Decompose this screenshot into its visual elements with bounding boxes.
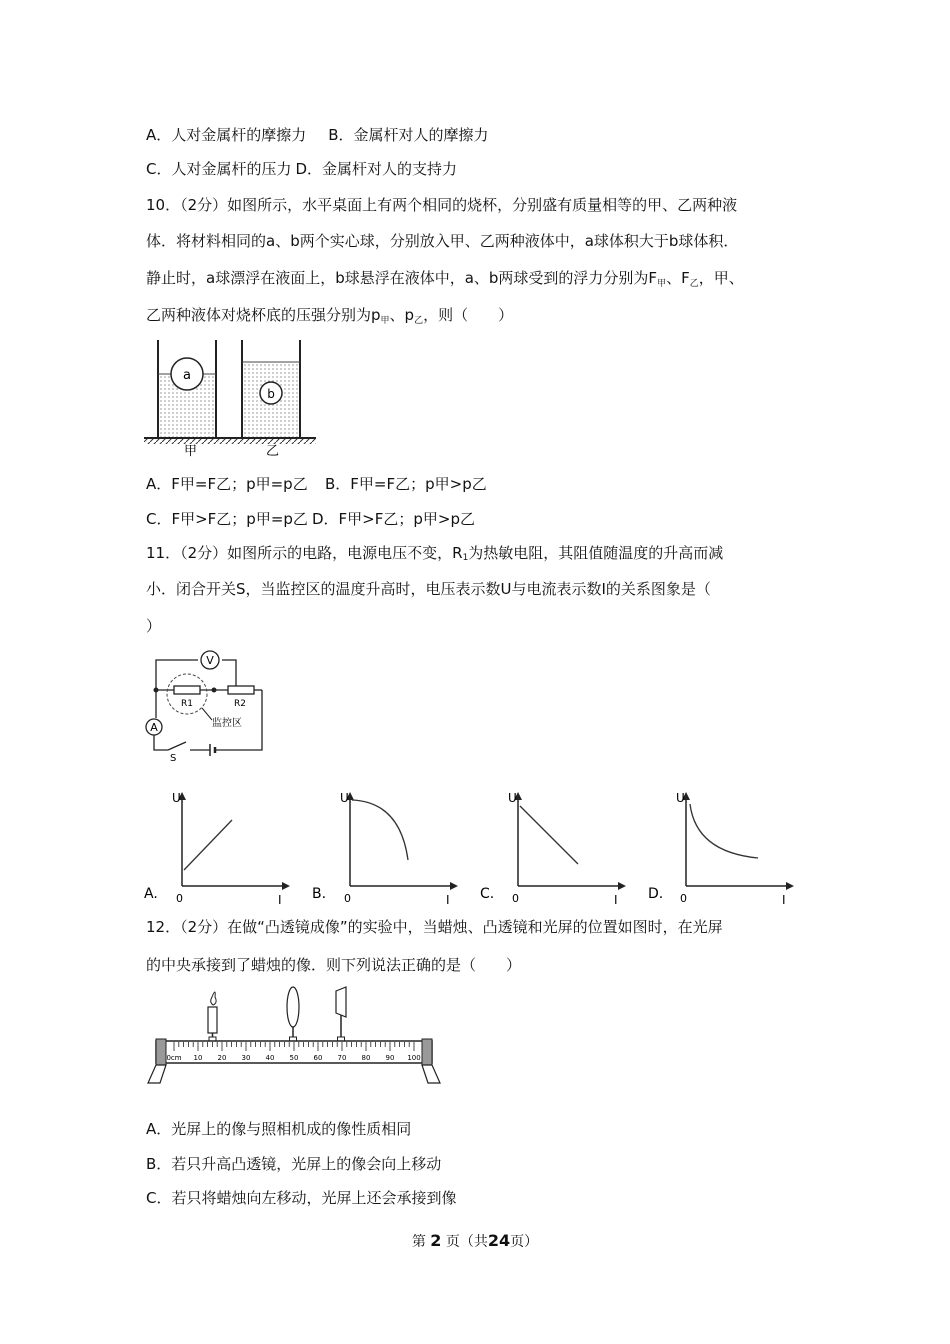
- bench-left-end: [156, 1039, 166, 1065]
- q10-line4-text: 乙两种液体对烧杯底的压强分别为p: [146, 306, 381, 324]
- q9-options-row2: [146, 159, 457, 179]
- scale-label: 50: [289, 1054, 299, 1062]
- bench-right-end: [422, 1039, 432, 1065]
- scale-label: 40: [265, 1054, 275, 1062]
- q12-optical-bench: [146, 985, 442, 1087]
- ball-a-label: a: [183, 368, 191, 383]
- u-i-curve: [352, 800, 408, 860]
- q11-graph-b: [312, 790, 462, 907]
- scale-label: 100: [407, 1054, 421, 1062]
- q12-stem-line1: 12．（2分）在做“凸透镜成像”的实验中，当蜡烛、凸透镜和光屏的位置如图时，在光屏: [146, 918, 723, 936]
- footer-post: 页）: [510, 1234, 539, 1250]
- u-i-curve: [520, 806, 578, 864]
- resistor-r2: [228, 686, 254, 694]
- footer-pre: 第: [411, 1234, 426, 1250]
- scale-label: 70: [337, 1054, 347, 1062]
- q9-option-b: B．金属杆对人的摩擦力: [328, 126, 489, 144]
- q10-stem-line4: [146, 305, 513, 331]
- scale-label: 0cm: [166, 1054, 182, 1062]
- bench-left-leg: [148, 1065, 166, 1083]
- q12-option-c: C．若只将蜡烛向左移动，光屏上还会承接到像: [146, 1189, 457, 1207]
- y-axis-label: U: [340, 791, 349, 805]
- q10-line3-mid: 、F: [666, 269, 690, 287]
- label-yi: 乙: [266, 444, 280, 459]
- y-axis-label: U: [172, 791, 181, 805]
- scale-label: 90: [385, 1054, 395, 1062]
- x-axis-arrow: [786, 882, 794, 890]
- q11-line1-sub: 1: [462, 553, 469, 563]
- candle: [208, 1007, 217, 1033]
- footer-mid: 页（共: [445, 1234, 488, 1250]
- option-label: B.: [312, 886, 327, 902]
- u-i-curve: [184, 820, 232, 870]
- q11-line1-pre: 11．（2分）如图所示的电路，电源电压不变，R: [146, 544, 463, 562]
- ball-b-label: b: [267, 387, 275, 401]
- q11-circuit-diagram: [140, 650, 270, 762]
- q11-stem-line2: 小．闭合开关S，当监控区的温度升高时，电压表示数U与电流表示数I的关系图象是（: [146, 580, 711, 598]
- q12-option-b: B．若只升高凸透镜，光屏上的像会向上移动: [146, 1155, 442, 1173]
- y-axis-label: U: [676, 791, 685, 805]
- q9-option-c: C．人对金属杆的压力: [146, 160, 292, 178]
- scale-label: 60: [313, 1054, 323, 1062]
- y-axis-label: U: [508, 791, 517, 805]
- ammeter-label: A: [150, 721, 158, 734]
- candle-flame: [211, 992, 216, 1005]
- footer-page-number: 2: [430, 1231, 442, 1250]
- x-axis-label: I: [782, 893, 786, 907]
- scale-label: 10: [193, 1054, 203, 1062]
- q10-option-a-text: A．F甲=F乙；p甲=p乙: [146, 475, 308, 493]
- origin-label: 0: [176, 892, 183, 905]
- q10-option-d: [312, 509, 475, 529]
- q9-option-d: D．金属杆对人的支持力: [295, 160, 458, 178]
- voltmeter-label: V: [206, 654, 214, 667]
- x-axis-arrow: [618, 882, 626, 890]
- q10-stem-line1: 10．（2分）如图所示，水平桌面上有两个相同的烧杯，分别盛有质量相等的甲、乙两种液: [146, 196, 738, 214]
- x-axis-label: I: [614, 893, 618, 907]
- origin-label: 0: [680, 892, 687, 905]
- u-i-curve: [690, 804, 758, 858]
- q10-line4-sub-yi: 乙: [414, 316, 424, 326]
- q10-line3-end: ，甲、: [698, 269, 744, 287]
- switch: [168, 742, 186, 750]
- x-axis-label: I: [446, 893, 450, 907]
- q11-graph-d: [648, 790, 798, 907]
- resistor-r1: [174, 686, 200, 694]
- q9-options-row1: [146, 125, 489, 145]
- switch-label: S: [170, 753, 177, 764]
- q10-option-c-text: C．F甲>F乙；p甲=p乙: [146, 510, 308, 528]
- option-label: C.: [480, 886, 495, 902]
- q12-stem-line2: 的中央承接到了蜡烛的像．则下列说法正确的是（ ）: [146, 956, 522, 974]
- q10-stem-line3: [146, 268, 744, 294]
- r2-label: R2: [234, 699, 246, 709]
- x-axis-arrow: [450, 882, 458, 890]
- q10-line4-sub-jia: 甲: [380, 316, 390, 326]
- bench-right-leg: [422, 1065, 440, 1083]
- light-screen: [336, 987, 346, 1017]
- q12-option-a: A．光屏上的像与照相机成的像性质相同: [146, 1120, 412, 1138]
- q10-sub-yi: 乙: [689, 279, 699, 289]
- q10-line4-end: ，则（ ）: [423, 306, 514, 324]
- table-hatch: [144, 439, 316, 444]
- q10-option-c: [146, 509, 308, 529]
- page-footer: [0, 1231, 950, 1251]
- q10-beakers-figure: [144, 340, 324, 459]
- option-label: A.: [144, 886, 158, 902]
- q11-stem-line3: ）: [146, 617, 162, 635]
- q10-option-d-text: D．F甲>F乙；p甲>p乙: [312, 510, 475, 528]
- origin-label: 0: [344, 892, 351, 905]
- zone-label: 监控区: [212, 718, 242, 729]
- q10-option-b: [325, 474, 487, 494]
- q11-graph-c: [480, 790, 630, 907]
- convex-lens: [287, 987, 299, 1027]
- r1-label: R1: [181, 699, 193, 709]
- scale-label: 80: [361, 1054, 371, 1062]
- q10-option-a: [146, 474, 308, 494]
- q11-line1-post: 为热敏电阻，其阻值随温度的升高而减: [468, 544, 724, 562]
- footer-total-pages: 24: [487, 1231, 511, 1250]
- origin-label: 0: [512, 892, 519, 905]
- option-label: D.: [648, 886, 664, 902]
- q10-option-b-text: B．F甲=F乙；p甲>p乙: [325, 475, 487, 493]
- x-axis-label: I: [278, 893, 282, 907]
- scale-label: 20: [217, 1054, 227, 1062]
- label-jia: 甲: [184, 444, 198, 459]
- scale-label: 30: [241, 1054, 251, 1062]
- q9-option-a: A．人对金属杆的摩擦力: [146, 126, 307, 144]
- q10-line3-text: 静止时，a球漂浮在液面上，b球悬浮在液体中，a、b两球受到的浮力分别为F: [146, 269, 658, 287]
- x-axis-arrow: [282, 882, 290, 890]
- q11-graph-a: [144, 790, 294, 907]
- q10-line4-mid: 、p: [389, 306, 415, 324]
- q11-stem-line1: [146, 543, 723, 568]
- q10-sub-jia: 甲: [657, 279, 667, 289]
- q10-stem-line2: 体．将材料相同的a、b两个实心球，分别放入甲、乙两种液体中，a球体积大于b球体积．: [146, 232, 739, 250]
